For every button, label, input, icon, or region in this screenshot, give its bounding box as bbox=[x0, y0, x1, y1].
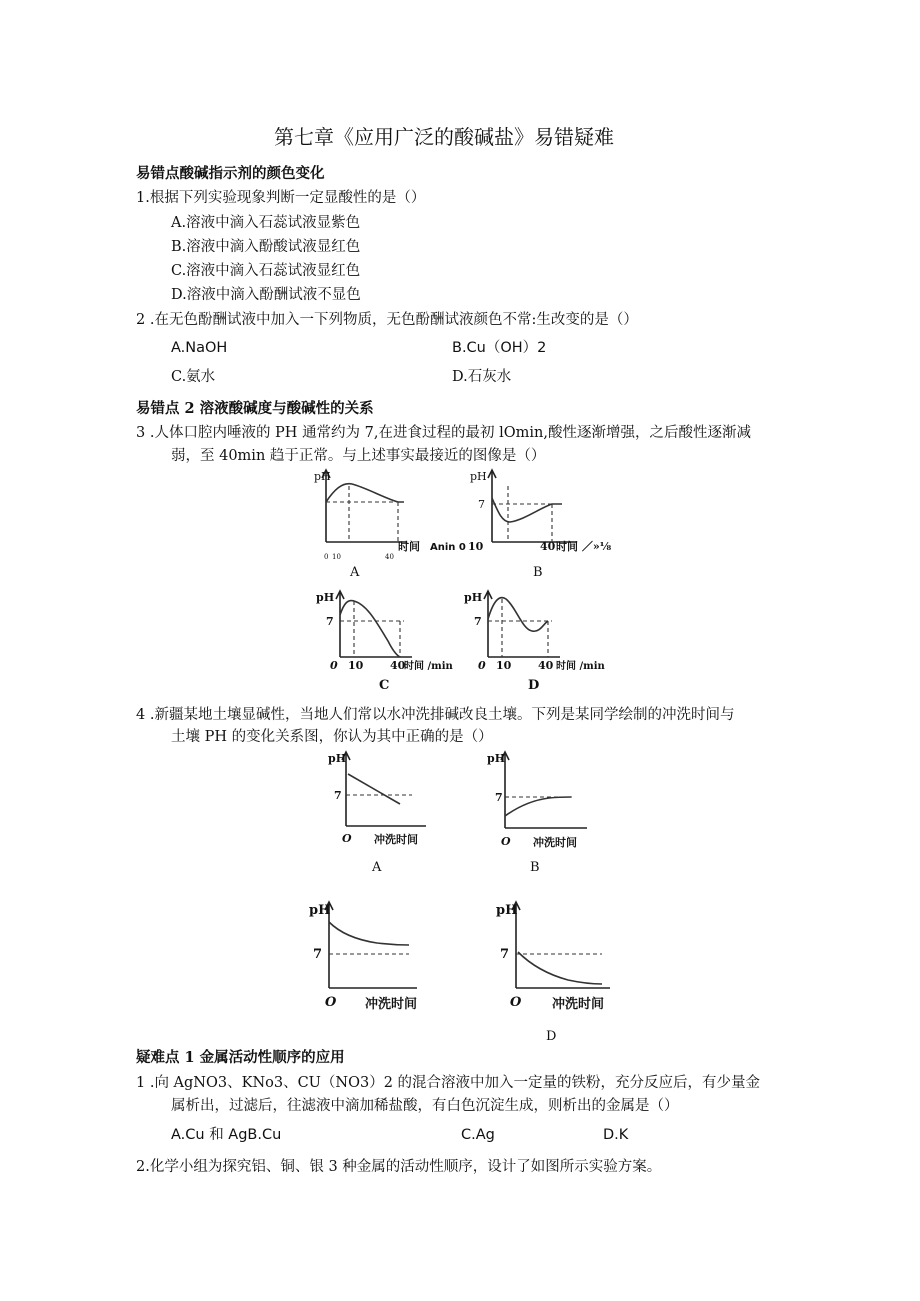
q3a-xlabel: 时间 bbox=[398, 540, 420, 553]
q3c-tick-10: 10 bbox=[348, 659, 364, 672]
q3-graph-c bbox=[312, 585, 462, 675]
q3-caption-b: B bbox=[533, 565, 543, 580]
q4a-seven: 7 bbox=[334, 789, 342, 802]
q5-stem-line2: 属析出，过滤后，往滤液中滴加稀盐酸，有白色沉淀生成，则析出的金属是（） bbox=[171, 1098, 679, 1114]
q4d-origin: O bbox=[510, 995, 522, 1010]
q4a-ylabel: pH bbox=[328, 752, 347, 765]
q4a-origin: O bbox=[342, 832, 352, 845]
section-heading-2: 易错点 2 溶液酸碱度与酸碱性的关系 bbox=[136, 400, 374, 417]
q2-option-c: C.氨水 bbox=[171, 369, 216, 385]
q2-option-d: D.石灰水 bbox=[452, 369, 512, 385]
q4d-xlabel: 冲洗时间 bbox=[552, 997, 605, 1012]
q4d-seven: 7 bbox=[500, 947, 510, 962]
q3b-ylabel: pH bbox=[470, 470, 487, 483]
q3a-tick-10: 10 bbox=[332, 553, 341, 561]
q3d-seven: 7 bbox=[474, 615, 482, 628]
q4c-xlabel: 冲洗时间 bbox=[365, 997, 418, 1012]
q5-option-c: C.Ag bbox=[461, 1127, 495, 1143]
q4b-ylabel: pH bbox=[487, 752, 506, 765]
q4-caption-d: D bbox=[546, 1029, 557, 1044]
q4-caption-b: B bbox=[530, 860, 540, 875]
q3-caption-d: D bbox=[528, 678, 540, 693]
q3-caption-c: C bbox=[379, 678, 390, 693]
q1-stem: 1.根据下列实验现象判断一定显酸性的是（） bbox=[136, 190, 426, 206]
q3c-tick-0: 0 bbox=[330, 659, 338, 672]
q4-caption-a: A bbox=[372, 860, 382, 875]
q3-caption-a: A bbox=[350, 565, 360, 580]
q3d-xlabel: 时间 /min bbox=[556, 661, 605, 672]
q4-graph-c bbox=[305, 892, 425, 1022]
q5-option-ab: A.Cu 和 AgB.Cu bbox=[171, 1127, 282, 1143]
q3-graph-b bbox=[462, 462, 632, 562]
q3d-tick-0: 0 bbox=[478, 659, 486, 672]
q4-graph-d bbox=[490, 892, 620, 1022]
q3a-ylabel: pH bbox=[314, 470, 331, 483]
q3b-tick-10: 10 bbox=[468, 540, 484, 553]
q4d-ylabel: pH bbox=[496, 903, 518, 918]
q4b-seven: 7 bbox=[495, 791, 503, 804]
q2-stem: 2 .在无色酚酬试液中加入一下列物质，无色酚酬试液颜色不常:生改变的是（） bbox=[136, 312, 638, 328]
q3c-tick-40: 40 bbox=[390, 659, 406, 672]
q3b-seven: 7 bbox=[478, 498, 485, 511]
q4a-xlabel: 冲洗时间 bbox=[374, 833, 418, 846]
q4-stem-line1: 4 .新疆某地土壤显碱性，当地人们常以水冲洗排碱改良土壤。下列是某同学绘制的冲洗时间与 bbox=[136, 707, 735, 723]
q1-option-c: C.溶液中滴入石蕊试液显红色 bbox=[171, 263, 361, 279]
q4-graph-b bbox=[483, 744, 603, 854]
q3c-seven: 7 bbox=[326, 615, 334, 628]
q1-option-b: B.溶液中滴入酚酸试液显红色 bbox=[171, 239, 361, 255]
q4b-origin: O bbox=[501, 835, 511, 848]
q2-option-b: B.Cu（OH）2 bbox=[452, 340, 547, 356]
q3b-tick-40: 40 bbox=[540, 540, 556, 553]
q3-stem-line2: 弱，至 40min 趋于正常。与上述事实最接近的图像是（） bbox=[171, 448, 546, 464]
q3a-tick-40: 40 bbox=[385, 553, 394, 561]
q3c-ylabel: pH bbox=[316, 591, 335, 604]
q3c-xlabel: 时间 /min bbox=[404, 661, 453, 672]
q1-option-a: A.溶液中滴入石蕊试液显紫色 bbox=[171, 215, 361, 231]
q3d-tick-40: 40 bbox=[538, 659, 554, 672]
q3a-extra: Anin 0 bbox=[430, 542, 466, 553]
q3-stem-line1: 3 .人体口腔内唾液的 PH 通常约为 7,在进食过程的最初 lOmin,酸性逐渐增强，之后酸性逐渐减 bbox=[136, 425, 751, 441]
q2-option-a: A.NaOH bbox=[171, 340, 228, 356]
q3d-ylabel: pH bbox=[464, 591, 483, 604]
q5-option-d: D.K bbox=[603, 1127, 629, 1143]
q6-stem: 2.化学小组为探究铝、铜、银 3 种金属的活动性顺序，设计了如图所示实验方案。 bbox=[136, 1159, 662, 1175]
q3b-xlabel: 时间 ／»⅛ bbox=[556, 540, 612, 553]
q4c-seven: 7 bbox=[313, 947, 323, 962]
q4c-origin: O bbox=[325, 995, 337, 1010]
section-heading-3: 疑难点 1 金属活动性顺序的应用 bbox=[136, 1049, 345, 1066]
q3d-tick-10: 10 bbox=[496, 659, 512, 672]
q4-graph-a bbox=[326, 744, 446, 854]
q3a-tick-0: 0 bbox=[324, 553, 329, 561]
q4b-xlabel: 冲洗时间 bbox=[533, 836, 577, 849]
section-heading-1: 易错点酸碱指示剂的颜色变化 bbox=[136, 165, 325, 182]
q5-stem-line1: 1 .向 AgNO3、KNo3、CU（NO3）2 的混合溶液中加入一定量的铁粉，充分反应后，有少量金 bbox=[136, 1075, 761, 1091]
q4-stem-line2: 土壤 PH 的变化关系图，你认为其中正确的是（） bbox=[171, 729, 493, 745]
q3-graph-d bbox=[460, 585, 620, 675]
page-title: 第七章《应用广泛的酸碱盐》易错疑难 bbox=[274, 125, 614, 149]
q1-option-d: D.溶液中滴入酚酬试液不显色 bbox=[171, 287, 361, 303]
q3-graph-a bbox=[312, 462, 466, 562]
q4c-ylabel: pH bbox=[309, 903, 331, 918]
